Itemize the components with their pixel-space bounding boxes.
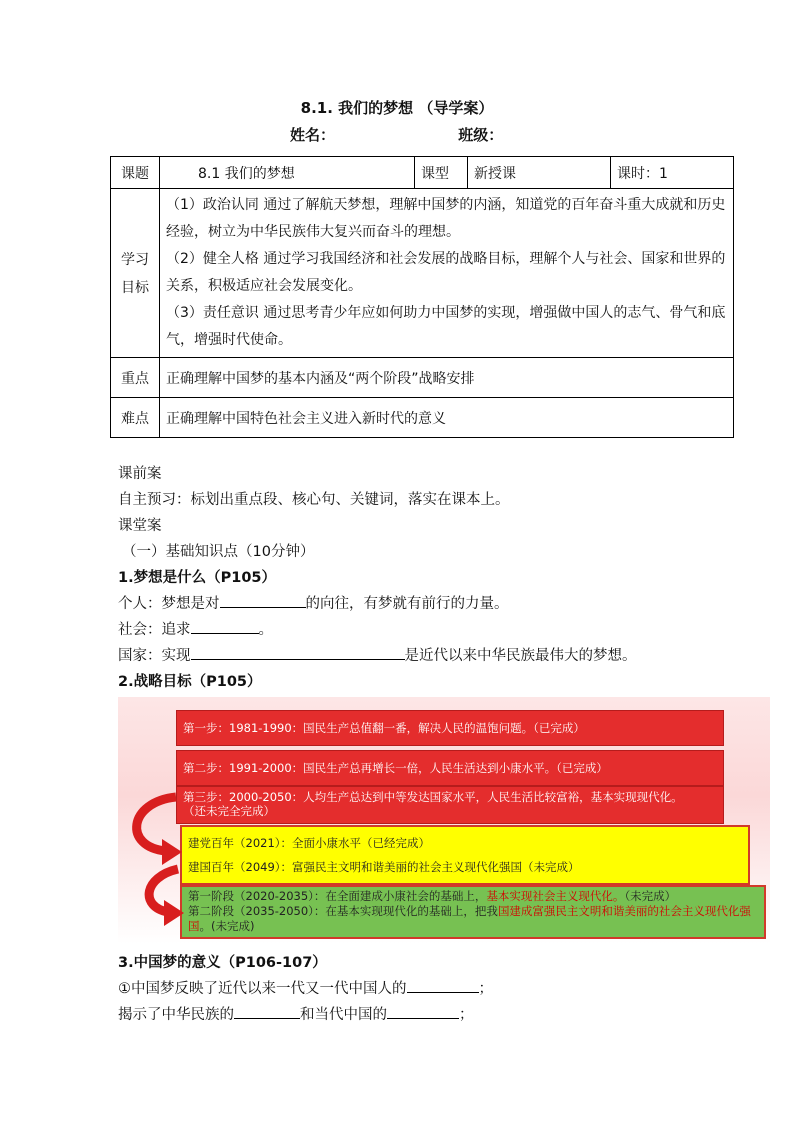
text: 的向往，有梦就有前行的力量。	[305, 596, 509, 612]
text: 第二阶段（2035-2050）：在基本实现现代化的基础上，把我	[188, 904, 498, 918]
type-value: 新授课	[468, 157, 611, 189]
text: ；	[478, 981, 493, 997]
goal-item: （1）政治认同 通过了解航天梦想，理解中国梦的内涵，知道党的百年奋斗重大成就和历史经验，树立为中华民族伟大复兴而奋斗的理想。	[166, 197, 726, 240]
text: 。	[258, 622, 273, 638]
fill-blank[interactable]	[191, 617, 259, 634]
key-value: 正确理解中国梦的基本内涵及“两个阶段”战略安排	[160, 358, 734, 398]
step3-box	[176, 786, 724, 824]
text: （未完成）	[624, 889, 677, 903]
self-study-text: 自主预习：标划出重点段、核心句、关键词，落实在课本上。	[118, 492, 510, 508]
content-block-2	[118, 950, 758, 1028]
party-centenary: 建党百年（2021）：全面小康水平（已经完成）	[188, 836, 431, 850]
strategy-diagram	[118, 697, 770, 944]
phase2-line	[188, 904, 758, 934]
line-personal	[118, 591, 758, 617]
step2-box: 第二步：1991-2000：国民生产总再增长一倍，人民生活达到小康水平。（已完成）	[176, 750, 724, 786]
fill-blank[interactable]	[220, 591, 306, 608]
goals-label-line1: 学习	[121, 252, 149, 268]
text: 和当代中国的	[300, 1007, 387, 1023]
text: 揭示了中华民族的	[118, 1007, 234, 1023]
line-significance-1	[118, 976, 758, 1002]
highlight-text: 国建成富强民主文明和谐美丽的社会主义现代化强国	[188, 904, 751, 933]
arrow-head-1	[162, 839, 182, 865]
topic-value: 8.1 我们的梦想	[160, 157, 415, 189]
arrow-head-2	[164, 900, 184, 926]
text: ；	[459, 1007, 474, 1023]
content-block	[118, 461, 758, 695]
fill-blank[interactable]	[387, 1002, 459, 1019]
fill-blank[interactable]	[407, 976, 479, 993]
goals-cell	[160, 189, 734, 358]
fill-blank[interactable]	[234, 1002, 300, 1019]
in-class-heading: 课堂案	[118, 518, 162, 534]
key-label: 重点	[111, 358, 160, 398]
line-significance-2	[118, 1002, 758, 1028]
goal-item: （2）健全人格 通过学习我国经济和社会发展的战略目标，理解个人与社会、国家和世界的关系，积极适应社会发展变化。	[166, 251, 726, 294]
fill-blank[interactable]	[191, 643, 405, 660]
heading-significance: 3.中国梦的意义（P106-107）	[118, 955, 327, 971]
nation-centenary: 建国百年（2049）：富强民主文明和谐美丽的社会主义现代化强国（未完成）	[188, 860, 580, 874]
heading-strategy: 2.战略目标（P105）	[118, 674, 262, 690]
difficult-label: 难点	[111, 398, 160, 438]
line-nation	[118, 643, 758, 669]
class-label: 班级：	[458, 126, 504, 144]
step3-status: （还未完全完成）	[183, 804, 275, 818]
text: 。(未完成)	[199, 919, 255, 933]
text: 社会：追求	[118, 622, 191, 638]
topic-label: 课题	[111, 157, 160, 189]
step1-box: 第一步：1981-1990：国民生产总值翻一番，解决人民的温饱问题。（已完成）	[176, 710, 724, 746]
text: 国家：实现	[118, 648, 191, 664]
page-title: 8.1. 我们的梦想 （导学案）	[300, 99, 494, 117]
section-heading: （一）基础知识点（10分钟）	[122, 544, 315, 560]
hours-label: 课时：1	[611, 157, 734, 189]
curved-arrows	[118, 777, 188, 944]
text: 个人：梦想是对	[118, 596, 220, 612]
info-table	[110, 156, 734, 438]
heading-dream: 1.梦想是什么（P105）	[118, 570, 276, 586]
text: ①中国梦反映了近代以来一代又一代中国人的	[118, 981, 407, 997]
phase-box	[180, 885, 766, 939]
difficult-value: 正确理解中国特色社会主义进入新时代的意义	[160, 398, 734, 438]
type-label: 课型	[415, 157, 468, 189]
goal-item: （3）责任意识 通过思考青少年应如何助力中国梦的实现，增强做中国人的志气、骨气和底气，增强时代使命。	[166, 305, 726, 348]
line-society	[118, 617, 758, 643]
goals-label-line2: 目标	[121, 280, 149, 296]
highlight-text: 基本实现社会主义现代化。	[486, 889, 625, 903]
arrow-curve-1	[137, 797, 176, 851]
pre-class-heading: 课前案	[118, 466, 162, 482]
name-class-row	[290, 124, 503, 145]
text: 是近代以来中华民族最伟大的梦想。	[404, 648, 637, 664]
centenary-box	[180, 825, 750, 885]
phase1-line	[188, 889, 758, 904]
arrow-curve-2	[149, 869, 178, 912]
step3-text: 第三步：2000-2050：人均生产总达到中等发达国家水平，人民生活比较富裕，基本实现现代化。	[183, 790, 683, 804]
name-label: 姓名：	[290, 126, 336, 144]
text: 第一阶段（2020-2035）：在全面建成小康社会的基础上，	[188, 889, 487, 903]
goals-label	[111, 189, 160, 358]
